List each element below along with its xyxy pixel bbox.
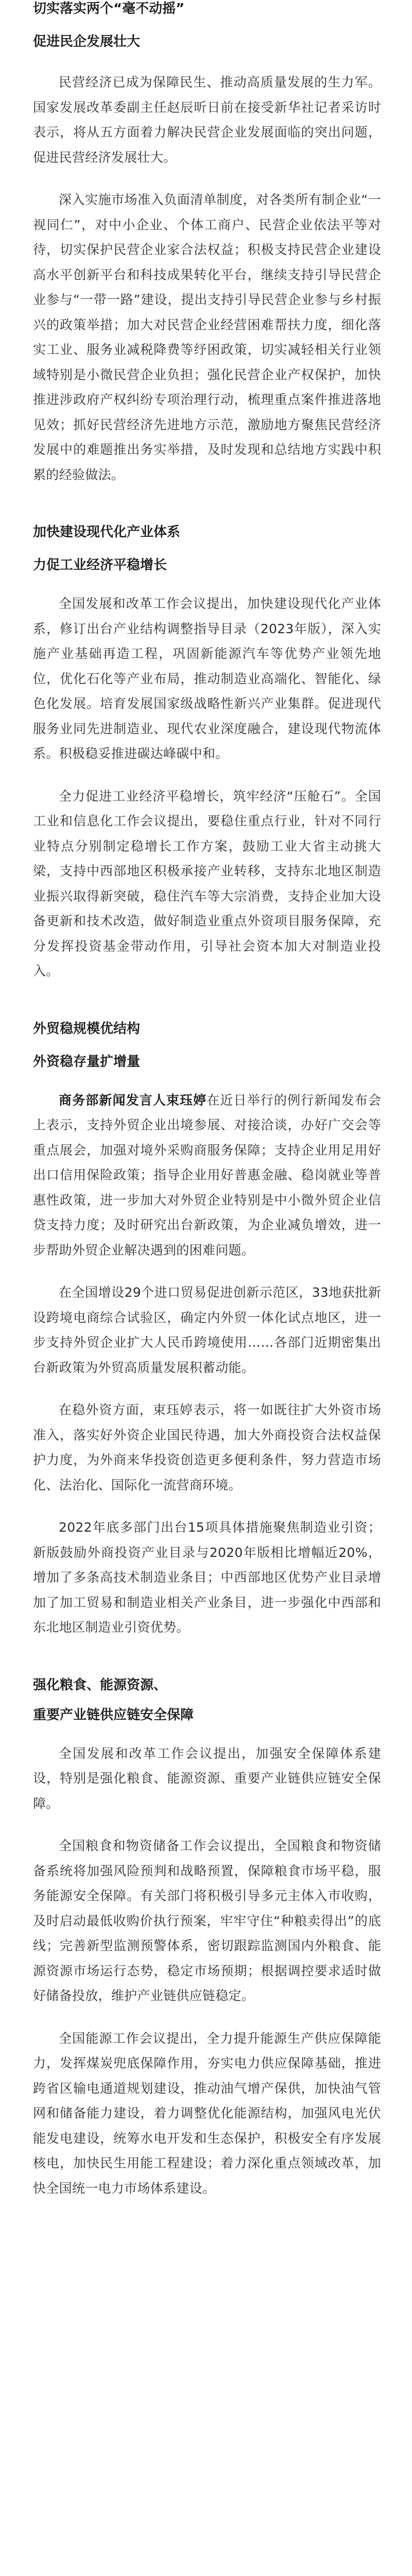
section-3-paragraph-4: 2022年底多部门出台15项具体措施聚焦制造业引资；新版鼓励外商投资产业目录与2020年版相比增幅近20%，增加了多条高技术制造业条目；中西部地区优势产业目录增加了加工贸易和制造业相关产业条目，进一步强化中西部和东北地区制造业引资优势。 xyxy=(33,1520,381,1635)
section-3-paragraph-1-text: 在近日举行的例行新闻发布会上表示，支持外贸企业出境参展、对接洽谈，办好广交会等重点展会，加强对境外采购商服务保障；支持企业用足用好出口信用保险政策；指导企业用好普惠金融、稳岗就业等普惠性政策，进一步加大对外贸企业特别是中小微外贸企业信贷支持力度；及时研究出台新政策，为企业减负增效，进一步帮助外贸企业解决遇到的困难问题。 xyxy=(33,1092,381,1258)
section-1-title: 切实落实两个“毫不动摇” xyxy=(33,1,185,16)
section-4-paragraph-2: 全国粮食和物资储备工作会议提出，全国粮食和物资储备系统将加强风险预判和战略预置，保障粮食市场平稳，服务能源安全保障。有关部门将积极引导多元主体入市收购，及时启动最低收购价执行预案，牢牢守住“种粮卖得出”的底线；完善新型监测预警体系，密切跟踪监测国内外粮食、能源资源市场运行态势，稳定市场预期；根据调控要求适时做好储备投放，维护产业链供应链稳定。 xyxy=(33,1838,381,2003)
spokesperson-lead: 商务部新闻发言人束珏婷 xyxy=(59,1092,207,1108)
section-2 xyxy=(33,523,381,984)
section-3-paragraph-3: 在稳外资方面，束珏婷表示，将一如既往扩大外资市场准入，落实好外资企业国民待遇，加大外商投资合法权益保护力度，为外商来华投资创造更多便利条件，努力营造市场化、法治化、国际化一流营商环境。 xyxy=(33,1402,381,1493)
section-4 xyxy=(33,1676,381,2201)
section-3-paragraph-2: 在全国增设29个进口贸易促进创新示范区，33地获批新设跨境电商综合试验区，确定内外贸一体化试点地区，进一步支持外贸企业扩大人民币跨境使用……各部门近期密集出台新政策为外贸高质量发展积蓄动能。 xyxy=(33,1285,381,1375)
section-3-paragraph-1 xyxy=(33,1088,381,1263)
section-2-paragraph-1: 全国发展和改革工作会议提出，加快建设现代化产业体系，修订出台产业结构调整指导目录（2023年版），深入实施产业基础再造工程，巩固新能源汽车等优势产业领先地位，优化石化等产业布局，推动制造业高端化、智能化、绿色化发展。培育发展国家级战略性新兴产业集群。促进现代服务业同先进制造业、现代农业深度融合，建设现代物流体系。积极稳妥推进碳达峰碳中和。 xyxy=(33,596,381,761)
section-3 xyxy=(33,1020,381,1640)
section-4-paragraph-3: 全国能源工作会议提出，全力提升能源生产供应保障能力，发挥煤炭兜底保障作用，夯实电力供应保障基础，推进跨省区输电通道规划建设，推动油气增产保供，加快油气管网和储备能力建设，着力调整优化能源结构，加强风电光伏能发电建设，统筹水电开发和生态保护，积极安全有序发展核电，加快民生用能工程建设；着力深化重点领域改革，加快全国统一电力市场体系建设。 xyxy=(33,2030,381,2196)
section-1-paragraph-2: 深入实施市场准入负面清单制度，对各类所有制企业“一视同仁”，对中小企业、个体工商户、民营企业依法平等对待，切实保护民营企业家合法权益；积极支持民营企业建设高水平创新平台和科技成果转化平台，继续支持引导民营企业参与“一带一路”建设，提出支持引导民营企业参与乡村振兴的政策举措；加大对民营企业经营困难帮扶力度，细化落实工业、服务业减税降费等纾困政策，切实减轻相关行业领域特别是小微民营企业负担；强化民营企业产权保护，加快推进涉政府产权纠纷专项治理行动，梳理重点案件推进落地见效；抓好民营经济先进地方示范，激励地方聚焦民营经济发展中的难题推出务实举措，及时发现和总结地方实践中积累的经验做法。 xyxy=(33,192,381,482)
section-3-title: 外贸稳规模优结构 xyxy=(33,1021,141,1037)
section-2-paragraph-2: 全力促进工业经济平稳增长，筑牢经济“压舱石”。全国工业和信息化工作会议提出，要稳住重点行业，针对不同行业特点分别制定稳增长工作方案，鼓励工业大省主动挑大梁，支持中西部地区积极承接产业转移，支持东北地区制造业振兴取得新突破，稳住汽车等大宗消费，支持企业加大设备更新和技术改造，做好制造业重点外资项目服务保障，充分发挥投资基金带动作用，引导社会资本加大对制造业投入。 xyxy=(33,788,381,978)
section-3-subtitle: 外资稳存量扩增量 xyxy=(33,1054,141,1070)
section-4-paragraph-1: 全国发展和改革工作会议提出，加强安全保障体系建设，特别是强化粮食、能源资源、重要产业链供应链安全保障。 xyxy=(33,1745,381,1811)
section-1-paragraph-1: 民营经济已成为保障民生、推动高质量发展的生力军。国家发展改革委副主任赵辰昕日前在接受新华社记者采访时表示，将从五方面着力解决民营企业发展面临的突出问题，促进民营经济发展壮大。 xyxy=(33,75,381,165)
section-1-subtitle: 促进民企发展壮大 xyxy=(33,34,141,49)
section-4-title-line-2: 重要产业链供应链安全保障 xyxy=(33,1707,194,1723)
section-1 xyxy=(33,0,381,487)
section-2-title: 加快建设现代化产业体系 xyxy=(33,524,181,540)
section-4-title: 强化粮食、能源资源、 xyxy=(33,1677,167,1693)
section-2-subtitle: 力促工业经济平稳增长 xyxy=(33,557,167,573)
